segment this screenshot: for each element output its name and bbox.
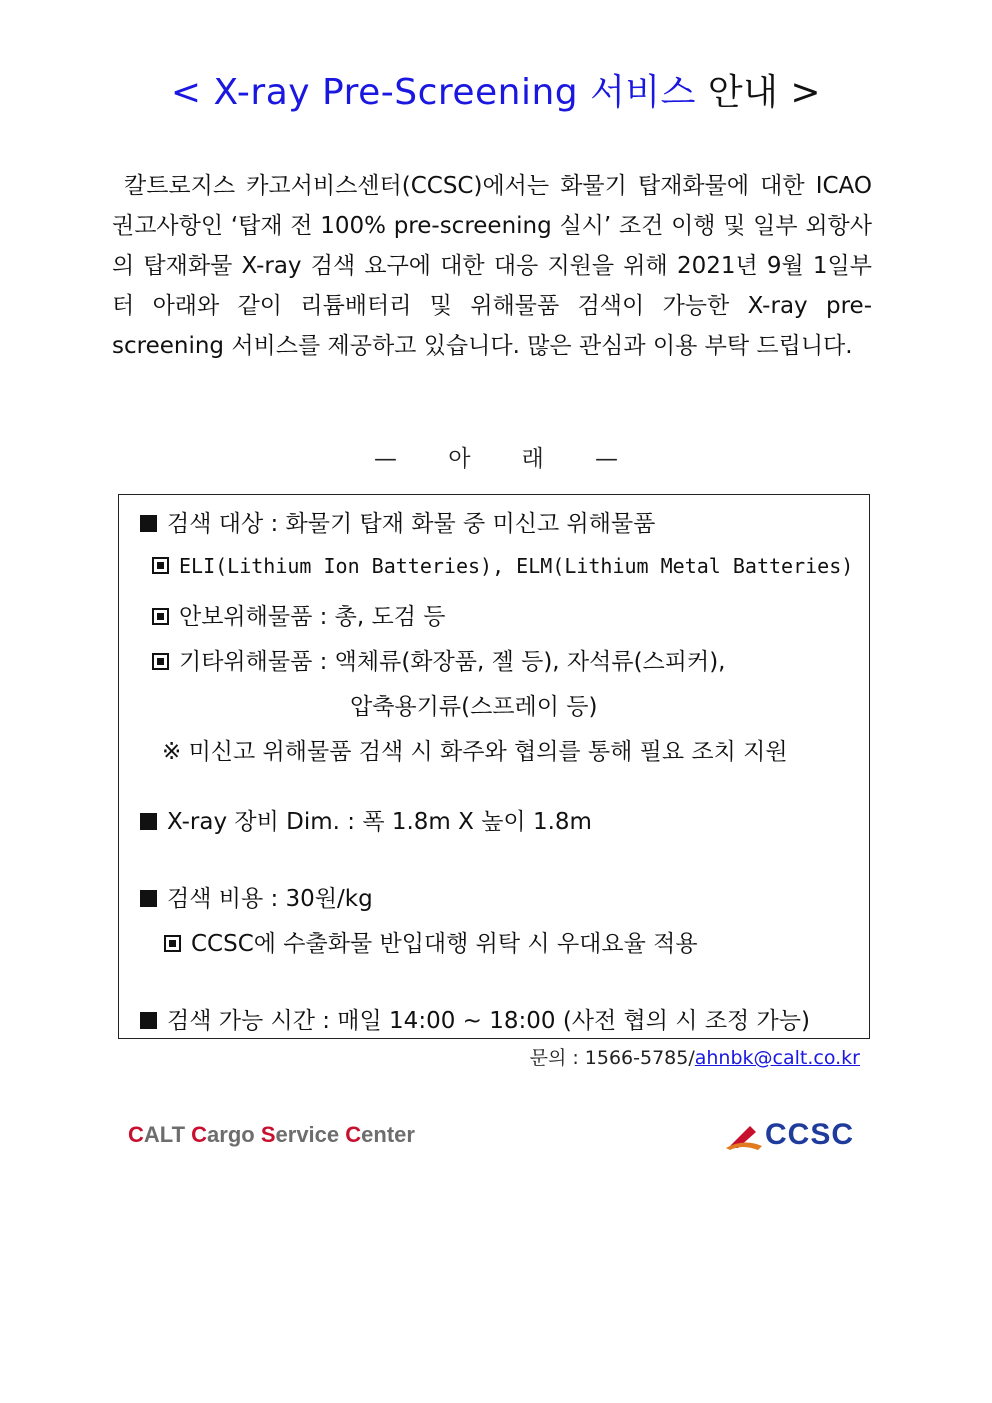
boxed-square-bullet-icon [164, 935, 181, 952]
intro-text: 칼트로지스 카고서비스센터(CCSC)에서는 화물기 탑재화물에 대한 ICAO 권고사항인 ‘탑재 전 100% pre-screening 실시’ 조건 이행 및 일부 외항사의 탑재화물 X-ray 검색 요구에 대한 대응 지원을 위해 2021년 9월 1일부터 아래와 같이 리튬배터리 및 위해물품 검색이 가능한 X-ray pre-screening 서비스를 제공하고 있습니다. 많은 관심과 이용 부탁 드립니다. [112, 173, 872, 359]
page-title [0, 64, 992, 115]
xray-dimension-line: X-ray 장비 Dim. : 폭 1.8m X 높이 1.8m [140, 803, 592, 836]
black-square-bullet-icon [140, 515, 157, 532]
black-square-bullet-icon [140, 1012, 157, 1029]
section-heading: — 아 래 — [374, 446, 618, 472]
company-name-logo: CALT Cargo Service Center [128, 1122, 415, 1147]
contact-info [530, 1043, 860, 1070]
boxed-square-bullet-icon [152, 608, 169, 625]
other-items-line: 기타위해물품 : 액체류(화장품, 젤 등), 자석류(스피커), [152, 643, 726, 676]
intro-paragraph [112, 166, 872, 366]
security-items-line: 안보위해물품 : 총, 도검 등 [152, 598, 445, 631]
title-blue-part: < X-ray Pre-Screening 서비스 [170, 72, 696, 113]
other-items-continuation: 압축용기류(스프레이 등) [350, 694, 598, 720]
black-square-bullet-icon [140, 813, 157, 830]
title-black-part: 안내 > [707, 72, 822, 113]
note-line: ※ 미신고 위해물품 검색 시 화주와 협의를 통해 필요 조치 지원 [162, 739, 788, 765]
eli-line: ELI(Lithium Ion Batteries), ELM(Lithium Metal Batteries) [152, 553, 853, 579]
cost-discount-line: CCSC에 수출화물 반입대행 위탁 시 우대요율 적용 [164, 925, 698, 958]
contact-email-link[interactable]: ahnbk@calt.co.kr [694, 1047, 860, 1069]
target-line: 검색 대상 : 화물기 탑재 화물 중 미신고 위해물품 [140, 505, 655, 538]
boxed-square-bullet-icon [152, 653, 169, 670]
boxed-square-bullet-icon [152, 557, 169, 574]
contact-phone: 문의 : 1566-5785/ [529, 1047, 695, 1069]
black-square-bullet-icon [140, 890, 157, 907]
cost-line: 검색 비용 : 30원/kg [140, 880, 373, 913]
ccsc-logo-text: CCSC [765, 1118, 855, 1151]
hours-line: 검색 가능 시간 : 매일 14:00 ~ 18:00 (사전 협의 시 조정 가능) [140, 1002, 810, 1035]
